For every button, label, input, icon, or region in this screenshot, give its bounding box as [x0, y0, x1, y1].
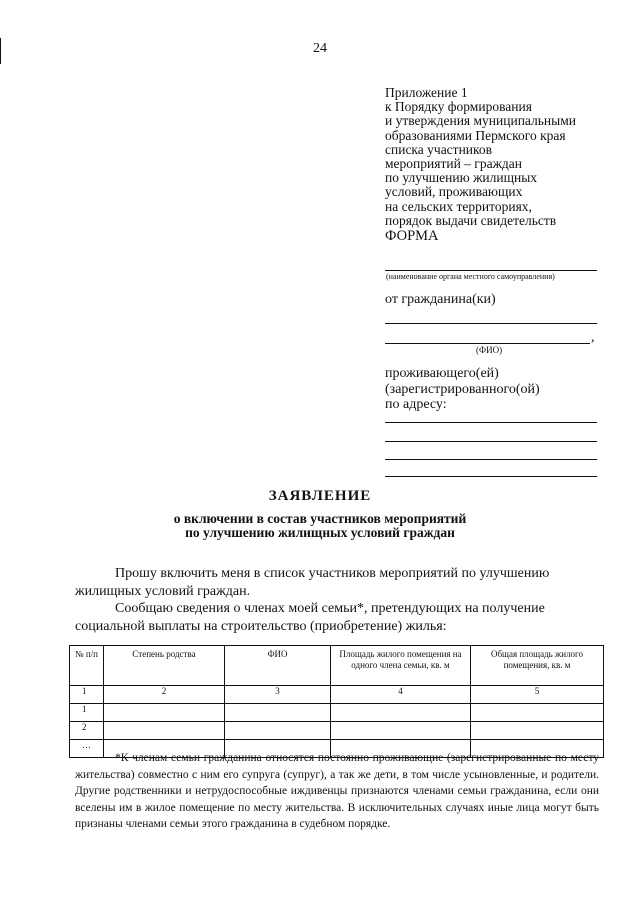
numbering-cell: 2 [104, 686, 225, 704]
numbering-cell: 1 [70, 686, 104, 704]
statement-subtitle [0, 512, 640, 540]
column-header-fio: ФИО [225, 646, 331, 686]
footnote-text: *К членам семьи гражданина относятся постоянно проживающие (зарегистрированные по месту жительства) совместно с ним его супруга (супруг), а так же дети, в том числе усыновленные, и родители. Другие родственники и нетрудоспособные иждивенцы признаются членами семьи гражданина, если они вселены им в жилое помещение по месту жительства. В исключительных случаях иные лица могут быть признаны членами семьи этого гражданина в судебном порядке. [75, 752, 599, 831]
appendix-line: списка участников [385, 141, 493, 157]
request-text: Прошу включить меня в список участников мероприятий по улучшению жилищных условий граждан. [75, 566, 550, 599]
area-per-member-cell[interactable] [331, 722, 471, 740]
numbering-cell: 5 [471, 686, 604, 704]
table-row [70, 722, 604, 740]
table-numbering-row [70, 686, 604, 704]
appendix-line: порядок выдачи свидетельств [385, 212, 557, 228]
subtitle-line-2: по улучшению жилищных условий граждан [185, 525, 455, 540]
relation-cell[interactable] [104, 704, 225, 722]
residence-block [385, 366, 540, 413]
area-per-member-cell[interactable] [331, 704, 471, 722]
column-header-number: № п/п [70, 646, 104, 686]
address-line-2[interactable] [385, 441, 597, 442]
numbering-cell: 3 [225, 686, 331, 704]
appendix-line: условий, проживающих [385, 184, 523, 200]
total-area-cell[interactable] [471, 704, 604, 722]
column-header-relation: Степень родства [104, 646, 225, 686]
family-info-text: Сообщаю сведения о членах моей семьи*, претендующих на получение социальной выплаты на строительство (приобретение) жилья: [75, 601, 545, 634]
appendix-line: на сельских территориях, [385, 198, 532, 214]
name-comma: , [591, 330, 595, 345]
relation-cell[interactable] [104, 722, 225, 740]
page-number: 24 [313, 41, 327, 56]
recipient-caption: (наименование органа местного самоуправления) [386, 272, 555, 281]
from-citizen-label: от гражданина(ки) [385, 292, 496, 307]
numbering-cell: 4 [331, 686, 471, 704]
appendix-line: и утверждения муниципальными [385, 113, 576, 129]
subtitle-line-1: о включении в состав участников мероприятий [173, 511, 467, 526]
appendix-line: образованиями Пермского края [385, 127, 566, 143]
row-number-cell: 2 [70, 722, 104, 740]
appendix-line: к Порядку формирования [385, 99, 532, 115]
table-row [70, 704, 604, 722]
row-number-cell: … [70, 740, 104, 758]
recipient-line[interactable] [385, 270, 597, 271]
table-header-row [70, 646, 604, 686]
column-header-total-area: Общая площадь жилого помещения, кв. м [471, 646, 604, 686]
residence-line: по адресу: [385, 397, 447, 412]
address-line-1[interactable] [385, 422, 597, 423]
statement-title: ЗАЯВЛЕНИЕ [268, 488, 372, 504]
form-label: ФОРМА [385, 228, 439, 244]
total-area-cell[interactable] [471, 722, 604, 740]
family-members-table [69, 645, 604, 758]
request-paragraph [75, 565, 599, 601]
applicant-name-line-2[interactable] [385, 343, 590, 344]
footnote [75, 750, 599, 833]
row-number-cell: 1 [70, 704, 104, 722]
appendix-line: по улучшению жилищных [385, 170, 538, 186]
address-line-3[interactable] [385, 459, 597, 460]
fio-cell[interactable] [225, 722, 331, 740]
appendix-header [385, 86, 625, 228]
applicant-name-line-1[interactable] [385, 323, 597, 324]
fio-cell[interactable] [225, 704, 331, 722]
appendix-line: мероприятий – граждан [385, 156, 522, 172]
column-header-area-per-member: Площадь жилого помещения на одного члена семьи, кв. м [331, 646, 471, 686]
address-line-4[interactable] [385, 476, 597, 477]
fio-caption: (ФИО) [476, 345, 503, 355]
appendix-line: Приложение 1 [385, 85, 468, 100]
residence-line: проживающего(ей) [385, 366, 499, 381]
family-info-paragraph [75, 600, 599, 636]
residence-line: (зарегистрированного(ой) [385, 381, 540, 397]
